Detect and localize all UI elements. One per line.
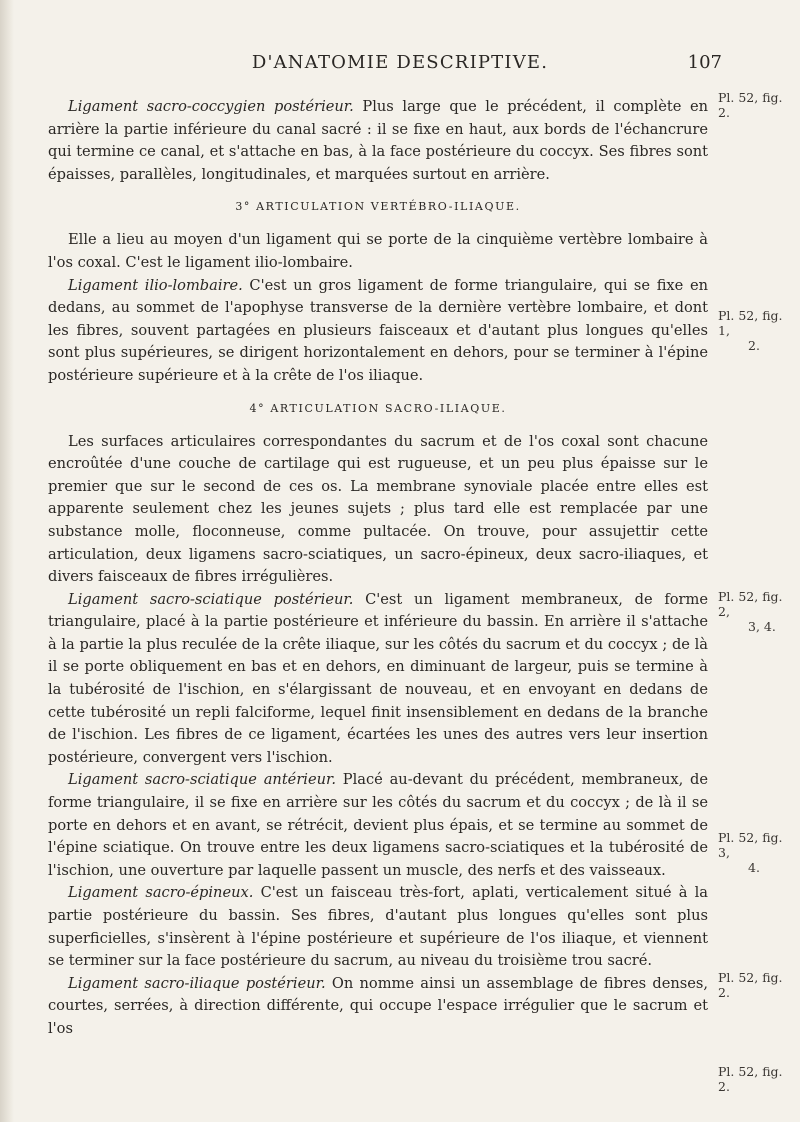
page-header	[0, 52, 800, 76]
margin-reference: Pl. 52, fig. 2.	[718, 1064, 783, 1094]
margin-reference	[718, 308, 798, 353]
margin-reference-line: Pl. 52, fig. 2,	[718, 589, 783, 619]
paragraph-sacro-sciatique-posterieur	[48, 589, 708, 770]
margin-reference: Pl. 52, fig. 2.	[718, 90, 783, 120]
term-heading: Ligament sacro-sciatique postérieur.	[68, 590, 354, 608]
paragraph-text: Placé au-devant du précédent, membraneux, de forme triangulaire, il se fixe en arrière sur les côtés du sacrum et du coccyx ; de là il se porte en dehors et en avant, se rétrécit, devient plus épais, et se termine au sommet de l'épine sciatique. On trouve entre les deux ligamens sacro-sciatiques et la tubérosité de l'ischion, une ouverture par laquelle passent un muscle, des nerfs et des vaisseaux.	[48, 771, 708, 879]
section-heading-vertebro-iliaque: 3° ARTICULATION VERTÉBRO-ILIAQUE.	[235, 200, 521, 214]
paragraph-sacro-sciatique-anterieur	[48, 769, 708, 882]
margin-reference	[718, 589, 798, 634]
margin-reference-line: 4.	[748, 860, 760, 875]
margin-reference-line: Pl. 52, fig. 1,	[718, 308, 783, 338]
term-heading: Ligament ilio-lombaire.	[68, 276, 243, 294]
paragraph-text: Plus large que le précédent, il complète en arrière la partie inférieure du canal sacré : il se fixe en haut, aux bords de l'échancrure qui termine ce canal, et s'attache en bas, à la face postérieure du coccyx. Ses fibres sont épaisses, parallèles, longitudinales, et marquées surtout en arrière.	[48, 98, 708, 183]
page-spine-shadow	[0, 0, 14, 1122]
margin-reference: Pl. 52, fig. 2.	[718, 970, 783, 1000]
section-heading-sacro-iliaque: 4° ARTICULATION SACRO-ILIAQUE.	[249, 401, 507, 415]
margin-reference	[718, 830, 798, 875]
margin-reference-line: 3, 4.	[748, 619, 776, 634]
margin-reference-line: 2.	[748, 338, 760, 353]
term-heading: Ligament sacro-coccygien postérieur.	[68, 98, 354, 115]
page-body	[48, 96, 708, 1041]
paragraph-sacro-epineux	[48, 882, 708, 972]
paragraph-text: C'est un faisceau très-fort, aplati, verticalement situé à la partie postérieure du bassin. Ses fibres, d'autant plus longues qu'elles sont plus superficielles, s'insèrent à l'épine postérieure et supérieure de l'os iliaque, et viennent se terminer sur la face postérieure du sacrum, au niveau du troisième trou sacré.	[48, 884, 708, 970]
paragraph-vertebro-iliaque-intro: Elle a lieu au moyen d'un ligament qui se porte de la cinquième vertèbre lombaire à l'os coxal. C'est le ligament ilio-lombaire.	[48, 231, 708, 271]
term-heading: Ligament sacro-sciatique antérieur.	[68, 771, 337, 789]
margin-reference-line: Pl. 52, fig. 3,	[718, 830, 783, 860]
paragraph-ilio-lombaire	[48, 275, 708, 388]
paragraph-sacro-iliaque-intro: Les surfaces articulaires correspondantes du sacrum et de l'os coxal sont chacune encroûtée d'une couche de cartilage qui est rugueuse, et un peu plus épaisse sur le premier que sur le second de ces os. La membrane synoviale placée entre elles est apparente seulement chez les jeunes sujets ; plus tard elle est remplacée par une substance molle, floconneuse, comme pultacée. On trouve, pour assujettir cette articulation, deux ligamens sacro-sciatiques, un sacro-épineux, deux sacro-iliaques, et divers faisceaux de fibres irrégulières.	[48, 432, 708, 586]
paragraph-text: C'est un ligament membraneux, de forme triangulaire, placé à la partie postérieure et inférieure du bassin. En arrière il s'attache à la partie la plus reculée de la crête iliaque, sur les côtés du sacrum et du coccyx ; de là il se porte obliquement en bas et en dehors, en diminuant de largeur, puis se termine à la tubérosité de l'ischion, en s'élargissant de nouveau, et en envoyant en dedans de cette tubérosité un repli falciforme, lequel finit insensiblement en dedans de la branche de l'ischion. Les fibres de ce ligament, écartées les unes des autres vers leur insertion postérieure, convergent vers l'ischion.	[48, 590, 708, 766]
page-number: 107	[687, 52, 722, 73]
running-title: D'ANATOMIE DESCRIPTIVE.	[251, 52, 549, 73]
paragraph-text: C'est un gros ligament de forme triangulaire, qui se fixe en dedans, au sommet de l'apophyse transverse de la dernière vertèbre lombaire, et dont les fibres, souvent partagées en plusieurs faisceaux et d'autant plus longues qu'elles sont plus supérieures, se dirigent horizontalement en dehors, pour se terminer à l'épine postérieure supérieure et à la crête de l'os iliaque.	[48, 276, 708, 384]
paragraph-sacro-iliaque-posterieur	[48, 973, 708, 1041]
term-heading: Ligament sacro-iliaque postérieur.	[68, 974, 326, 992]
paragraph-sacro-coccygien	[48, 96, 708, 186]
paragraph-text: On nomme ainsi un assemblage de fibres denses, courtes, serrées, à direction différente, qui occupe l'espace irrégulier que le sacrum et l'os	[48, 974, 708, 1037]
term-heading: Ligament sacro-épineux.	[68, 884, 254, 902]
